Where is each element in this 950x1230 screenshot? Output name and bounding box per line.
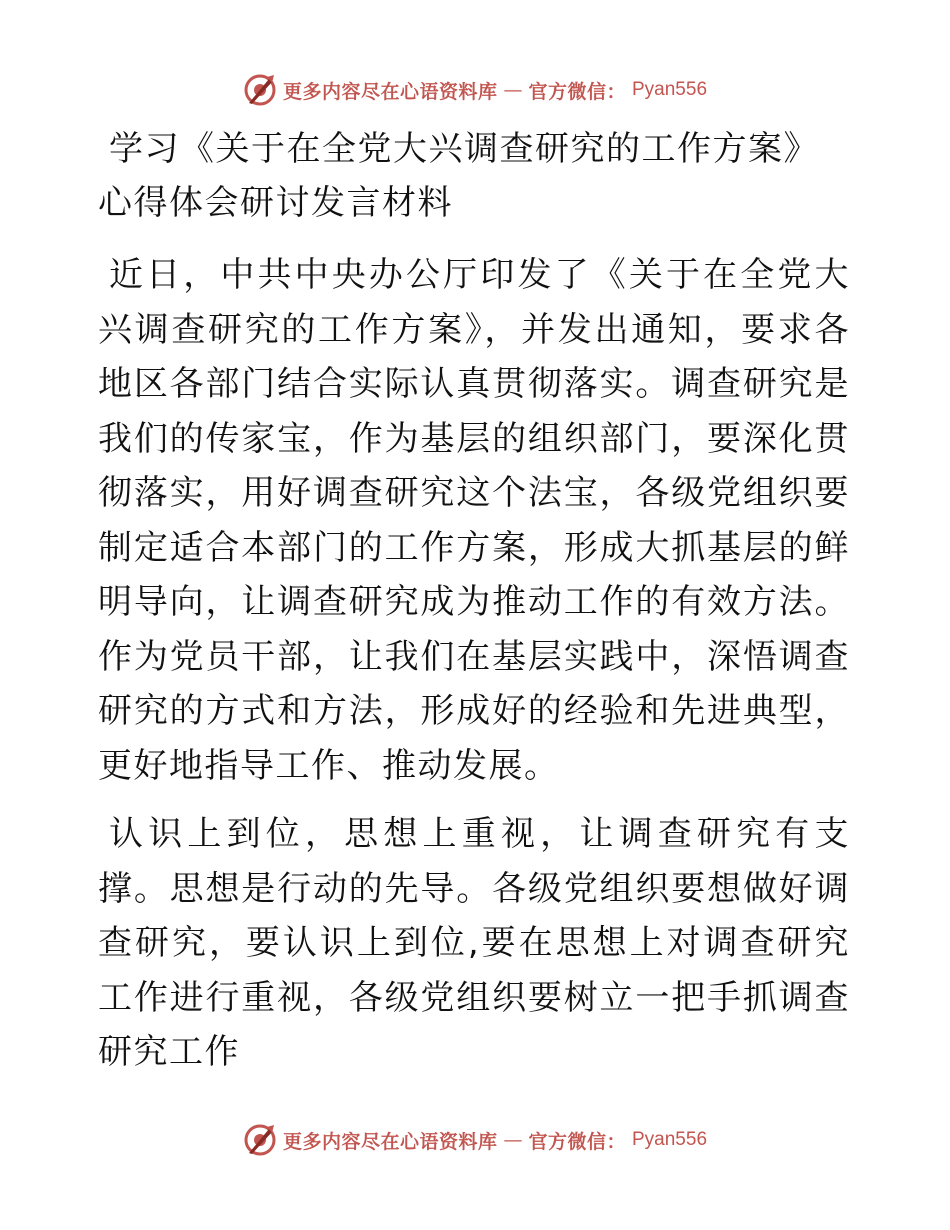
document-body [98,122,850,1094]
watermark-separator: — [503,1129,523,1151]
watermark-label: 官方微信： [528,80,626,103]
document-title: 学习《关于在全党大兴调查研究的工作方案》心得体会研讨发言材料 [98,129,819,223]
watermark-wechat-id: Pyan556 [632,1129,708,1150]
quill-emblem-icon [243,73,277,107]
watermark-text: 更多内容尽在心语资料库 [282,1130,498,1153]
footer-watermark [0,1120,950,1160]
watermark-separator: — [503,79,523,101]
watermark-text: 更多内容尽在心语资料库 [282,80,498,103]
paragraph: 认识上到位，思想上重视，让调查研究有支撑。思想是行动的先导。各级党组织要想做好调查研究，要认识上到位,要在思想上对调查研究工作进行重视，各级党组织要树立一把手抓调查研究工作 [98,814,850,1072]
paragraph: 近日，中共中央办公厅印发了《关于在全党大兴调查研究的工作方案》，并发出通知，要求各地区各部门结合实际认真贯彻落实。调查研究是我们的传家宝，作为基层的组织部门，要深化贯彻落实，用好调查研究这个法宝，各级党组织要制定适合本部门的工作方案，形成大抓基层的鲜明导向，让调查研究成为推动工作的有效方法。作为党员干部，让我们在基层实践中，深悟调查研究的方式和方法，形成好的经验和先进典型，更好地指导工作、推动发展。 [98,255,850,786]
header-watermark [0,70,950,110]
watermark-wechat-id: Pyan556 [632,79,708,100]
watermark-label: 官方微信： [528,1130,626,1153]
quill-emblem-icon [243,1123,277,1157]
